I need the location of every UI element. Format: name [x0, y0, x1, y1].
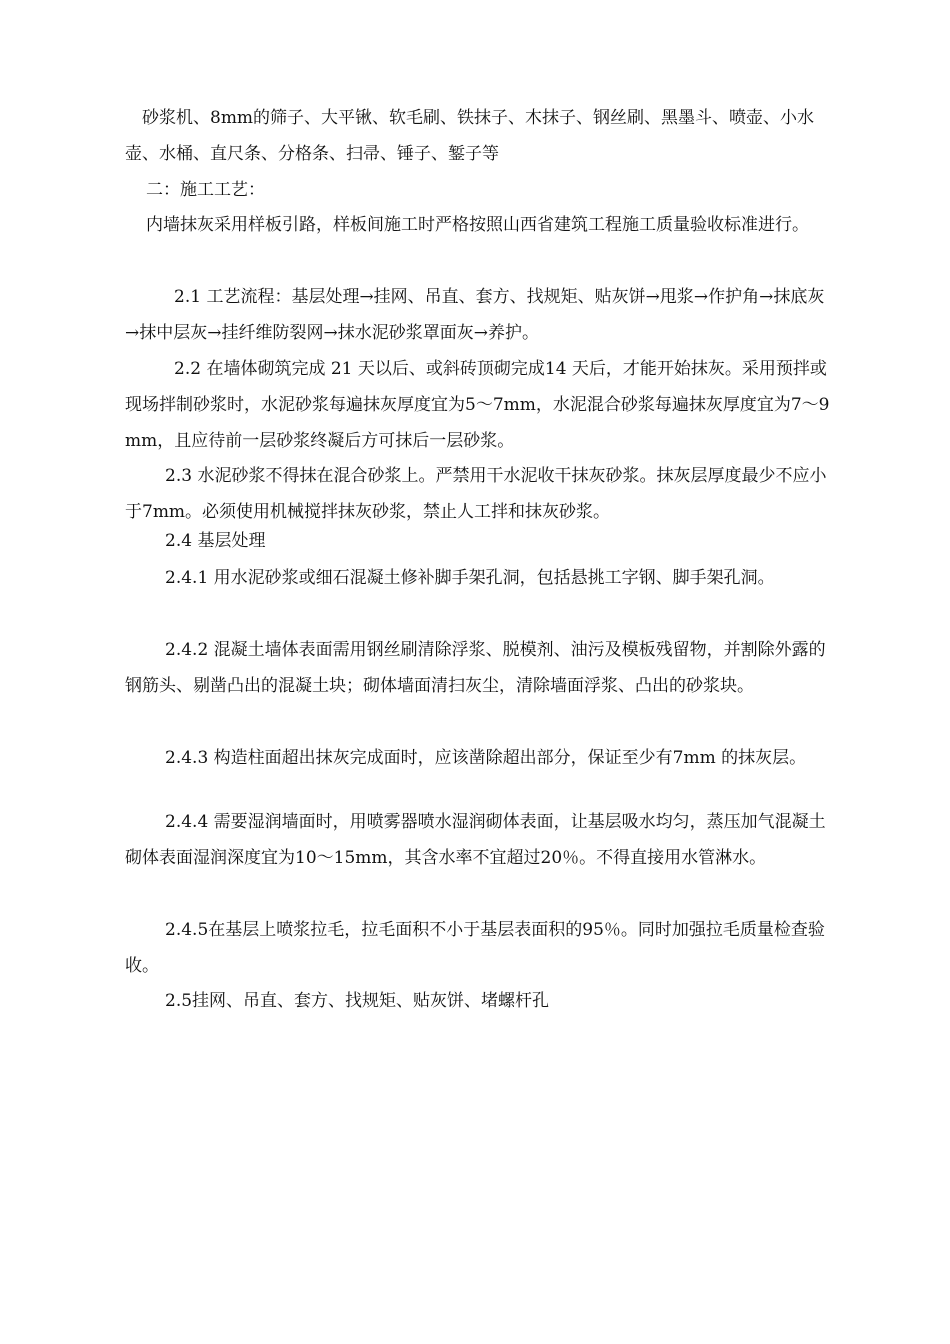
paragraph-2-2: 2.2 在墙体砌筑完成 21 天以后、或斜砖顶砌完成14 天后，才能开始抹灰。采用预拌或现场拌制砂浆时，水泥砂浆每遍抹灰厚度宜为5～7mm，水泥混合砂浆每遍抹灰厚度宜为7～9mm，且应待前一层砂浆终凝后方可抹后一层砂浆。 — [125, 359, 830, 451]
section-heading-construction-process: 二：施工工艺： — [146, 180, 265, 200]
paragraph-2-4-1: 2.4.1 用水泥砂浆或细石混凝土修补脚手架孔洞，包括悬挑工字钢、脚手架孔洞。 — [165, 568, 775, 588]
paragraph-2-4-4: 2.4.4 需要湿润墙面时，用喷雾器喷水湿润砌体表面，让基层吸水均匀，蒸压加气混凝土砌体表面湿润深度宜为10～15mm，其含水率不宜超过20％。不得直接用水管淋水。 — [125, 812, 826, 868]
paragraph-2-3: 2.3 水泥砂浆不得抹在混合砂浆上。严禁用干水泥收干抹灰砂浆。抹灰层厚度最少不应小于7mm。必须使用机械搅拌抹灰砂浆，禁止人工拌和抹灰砂浆。 — [125, 466, 827, 522]
paragraph-2-4-2: 2.4.2 混凝土墙体表面需用钢丝刷清除浮浆、脱模剂、油污及模板残留物，并割除外露的钢筋头、剔凿凸出的混凝土块；砌体墙面清扫灰尘，清除墙面浮浆、凸出的砂浆块。 — [125, 640, 826, 696]
heading-2-5: 2.5挂网、吊直、套方、找规矩、贴灰饼、堵螺杆孔 — [165, 991, 550, 1011]
tools-list-paragraph: 砂浆机、8mm的筛子、大平锹、软毛刷、铁抹子、木抹子、钢丝刷、黑墨斗、喷壶、小水壶、水桶、直尺条、分格条、扫帚、锤子、錾子等 — [125, 108, 815, 164]
paragraph-2-1: 2.1 工艺流程：基层处理→挂网、吊直、套方、找规矩、贴灰饼→甩浆→作护角→抹底灰→抹中层灰→挂纤维防裂网→抹水泥砂浆罩面灰→养护。 — [125, 287, 825, 343]
paragraph-2-4-3: 2.4.3 构造柱面超出抹灰完成面时，应该凿除超出部分，保证至少有7mm 的抹灰层。 — [165, 748, 807, 768]
paragraph-2-4-5: 2.4.5在基层上喷浆拉毛，拉毛面积不小于基层表面积的95％。同时加强拉毛质量检查验收。 — [125, 920, 825, 976]
heading-2-4: 2.4 基层处理 — [165, 531, 266, 551]
intro-paragraph: 内墙抹灰采用样板引路，样板间施工时严格按照山西省建筑工程施工质量验收标准进行。 — [146, 215, 809, 235]
